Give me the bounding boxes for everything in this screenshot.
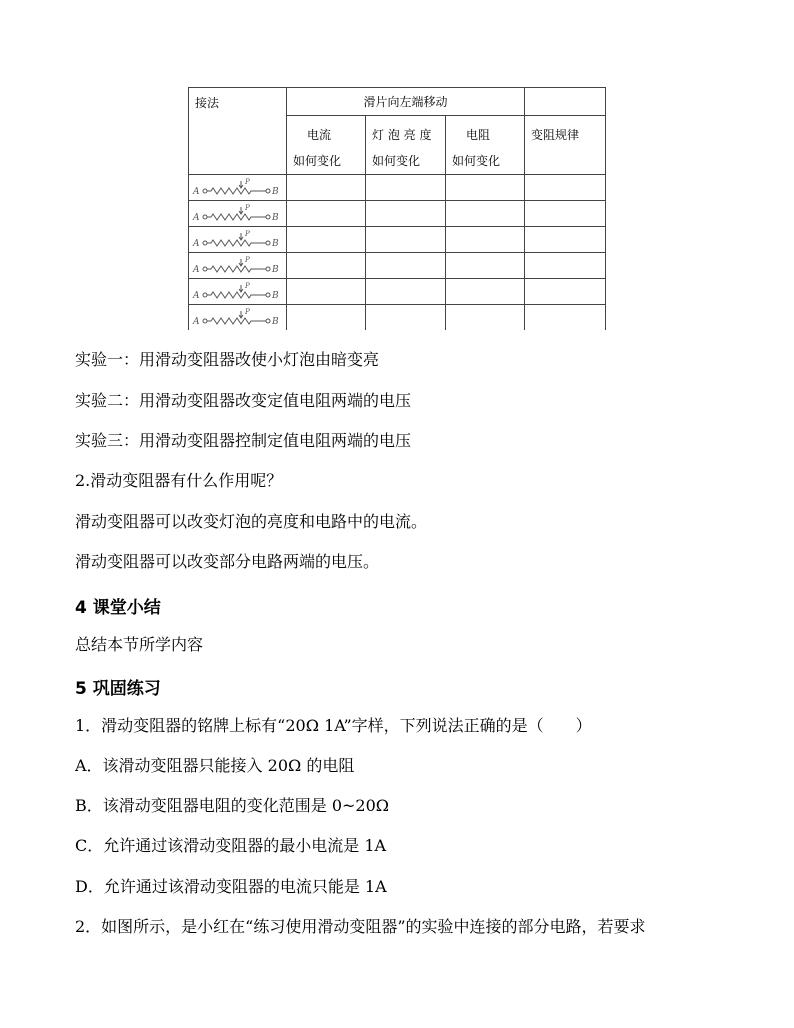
section-4-text: 总结本节所学内容 [75, 635, 204, 654]
table-cell [525, 227, 606, 253]
table-cell [366, 305, 446, 331]
experiment-2: 实验二：用滑动变阻器改变定值电阻两端的电压 [75, 391, 412, 410]
rheostat-connection-table [188, 87, 606, 330]
table-cell [446, 201, 525, 227]
header-resistance: 电阻 如何变化 [446, 116, 525, 175]
rheostat-symbol-icon [189, 201, 285, 226]
svg-text:A: A [193, 265, 200, 275]
svg-text:P: P [245, 282, 250, 290]
svg-text:B: B [272, 291, 279, 301]
table-cell [366, 175, 446, 201]
table-cell [446, 227, 525, 253]
svg-text:A: A [193, 239, 200, 249]
table-row [189, 279, 606, 305]
header-brightness: 灯 泡 亮 度 如何变化 [366, 116, 446, 175]
table-row [189, 175, 606, 201]
svg-text:P: P [245, 204, 250, 212]
svg-text:P: P [245, 178, 250, 186]
svg-text:P: P [245, 230, 250, 238]
q2-stem: 2．如图所示，是小红在“练习使用滑动变阻器”的实验中连接的部分电路，若要求 [75, 917, 646, 936]
header-method: 接法 [189, 88, 287, 175]
header-rule: 变阻规律 [525, 116, 606, 175]
svg-text:A: A [193, 213, 200, 223]
q1-option-b: B．该滑动变阻器电阻的变化范围是 0~20Ω [75, 796, 390, 815]
cell-method [189, 201, 287, 227]
svg-text:B: B [272, 265, 279, 275]
header-current: 电流 如何变化 [287, 116, 366, 175]
rheostat-symbol-icon [189, 227, 285, 252]
cell-method [189, 175, 287, 201]
cell-method [189, 227, 287, 253]
q1-option-a: A．该滑动变阻器只能接入 20Ω 的电阻 [75, 756, 355, 775]
table-cell [446, 305, 525, 331]
experiment-3: 实验三：用滑动变阻器控制定值电阻两端的电压 [75, 431, 412, 450]
table-cell [446, 175, 525, 201]
svg-text:P: P [245, 308, 250, 316]
answer-2: 滑动变阻器可以改变部分电路两端的电压。 [75, 552, 380, 571]
table-cell [525, 201, 606, 227]
table-cell [287, 253, 366, 279]
q1-option-c: C．允许通过该滑动变阻器的最小电流是 1A [75, 836, 387, 855]
table-cell [366, 201, 446, 227]
table-cell [287, 279, 366, 305]
svg-text:B: B [272, 239, 279, 249]
svg-text:B: B [272, 213, 279, 223]
table-cell [525, 305, 606, 331]
table-cell [287, 201, 366, 227]
cell-method [189, 305, 287, 331]
rheostat-symbol-icon [189, 253, 285, 278]
header-slide-left: 滑片向左端移动 [287, 88, 525, 116]
rheostat-symbol-icon [189, 175, 285, 200]
rheostat-symbol-icon [189, 279, 285, 304]
section-5-title: 5 巩固练习 [75, 679, 161, 699]
svg-text:P: P [245, 256, 250, 264]
svg-text:A: A [193, 187, 200, 197]
table-row [189, 201, 606, 227]
header-blank [525, 88, 606, 116]
table-row [189, 253, 606, 279]
section-4-title: 4 课堂小结 [75, 598, 161, 618]
table-cell [287, 175, 366, 201]
answer-1: 滑动变阻器可以改变灯泡的亮度和电路中的电流。 [75, 512, 428, 531]
svg-text:B: B [272, 187, 279, 197]
table-cell [525, 279, 606, 305]
table-cell [525, 175, 606, 201]
table-row [189, 305, 606, 331]
table-cell [525, 253, 606, 279]
table-cell [446, 279, 525, 305]
table-cell [446, 253, 525, 279]
svg-text:B: B [272, 317, 279, 327]
table-cell [287, 305, 366, 331]
table-cell [366, 253, 446, 279]
cell-method [189, 279, 287, 305]
q1-stem: 1．滑动变阻器的铭牌上标有“20Ω 1A”字样，下列说法正确的是（ ） [75, 716, 592, 735]
q1-option-d: D．允许通过该滑动变阻器的电流只能是 1A [75, 877, 387, 896]
rheostat-symbol-icon [189, 305, 285, 330]
table-cell [287, 227, 366, 253]
experiment-1: 实验一：用滑动变阻器改使小灯泡由暗变亮 [75, 350, 380, 369]
svg-text:A: A [193, 291, 200, 301]
cell-method [189, 253, 287, 279]
svg-text:A: A [193, 317, 200, 327]
table-cell [366, 227, 446, 253]
question-2-heading: 2.滑动变阻器有什么作用呢？ [75, 471, 283, 490]
table-cell [366, 279, 446, 305]
table-row [189, 227, 606, 253]
